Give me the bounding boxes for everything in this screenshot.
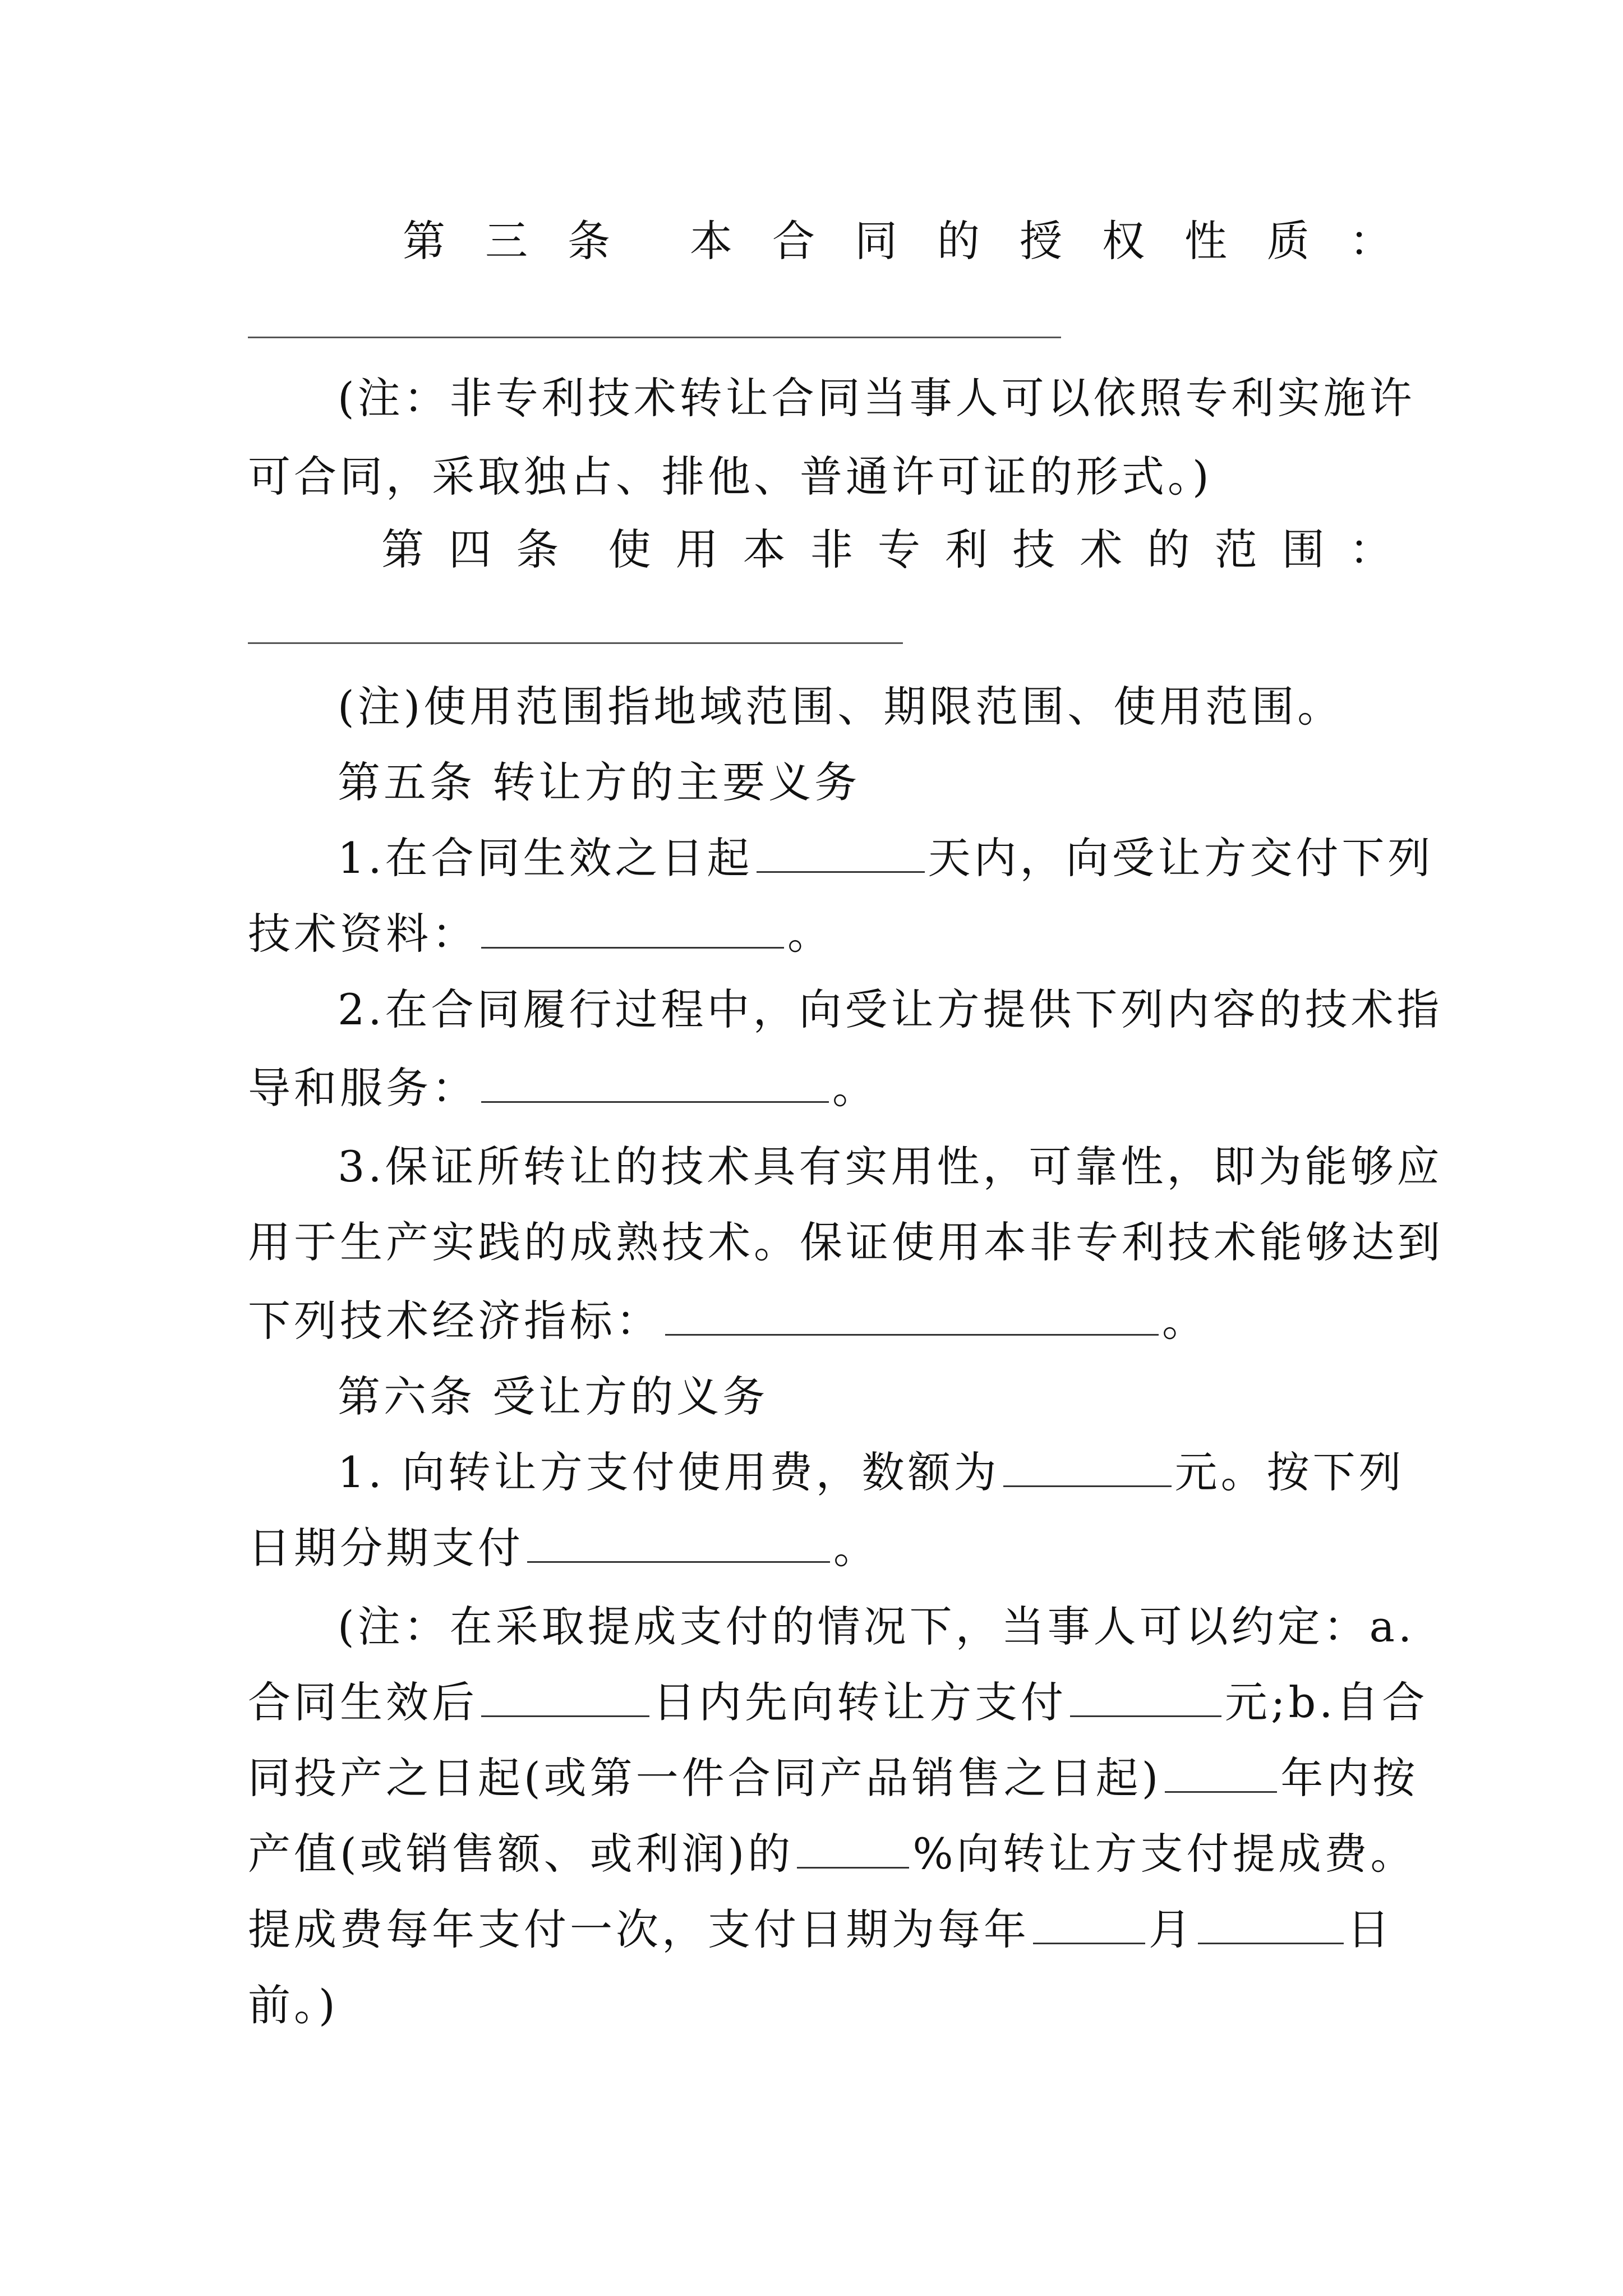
text: 提成费每年支付一次，支付日期为每年 [248, 1904, 1030, 1954]
article-4-char: 第 [381, 524, 424, 574]
text: 日内先向转让方支付 [653, 1677, 1067, 1727]
article-5-title: 第五条 转让方的主要义务 [338, 757, 861, 807]
article-3-char: 的 [937, 216, 980, 266]
fill-blank [1003, 1446, 1172, 1487]
article-3-char: 三 [485, 216, 528, 266]
note-6-line-1: (注：在采取提成支付的情况下，当事人可以约定：a. [338, 1602, 1415, 1651]
fill-blank [527, 1522, 830, 1563]
article-6-item-1-line-2 [248, 1520, 1392, 1576]
article-4-char: 使 [608, 524, 651, 574]
article-4-char: 技 [1012, 524, 1055, 574]
fill-blank [797, 1828, 909, 1869]
text: 月 [1149, 1904, 1195, 1954]
article-3-char: 性 [1184, 216, 1227, 266]
text: 下列技术经济指标： [248, 1296, 662, 1346]
article-5-item-2-line-2 [248, 1060, 1392, 1116]
text: 导和服务： [248, 1063, 478, 1113]
article-3-char: 第 [403, 216, 445, 266]
text: 元;b.自合 [1225, 1677, 1428, 1727]
article-3-char: 权 [1102, 216, 1145, 266]
article-5-item-3-line-3 [248, 1293, 1392, 1349]
article-4-char: 本 [743, 524, 786, 574]
text: 。 [833, 1523, 879, 1573]
article-3-char: 本 [690, 216, 732, 266]
article-6-title: 第六条 受让方的义务 [338, 1372, 769, 1421]
article-3-char: 同 [855, 216, 897, 266]
fill-blank [1165, 1752, 1277, 1793]
article-4-char: 的 [1147, 524, 1190, 574]
note-6-line-6: 前。) [248, 1980, 339, 2030]
article-5-item-1-line-1 [338, 830, 1434, 886]
article-5-item-3-line-2: 用于生产实践的成熟技术。保证使用本非专利技术能够达到 [248, 1217, 1444, 1267]
text: 合同生效后 [248, 1677, 478, 1727]
article-3-char: 授 [1020, 216, 1062, 266]
note-3-line-1: (注：非专利技术转让合同当事人可以依照专利实施许 [338, 373, 1415, 423]
text: 产值(或销售额、或利润)的 [248, 1829, 794, 1879]
article-4-heading [381, 522, 1392, 578]
article-6-item-1-line-1 [338, 1444, 1405, 1501]
article-5-item-2-line-1: 2.在合同履行过程中，向受让方提供下列内容的技术指 [338, 984, 1443, 1034]
article-4-char: 四 [449, 524, 492, 574]
text: 同投产之日起(或第一件合同产品销售之日起) [248, 1753, 1162, 1803]
text: 元。按下列 [1174, 1447, 1405, 1497]
article-5-item-3-line-1: 3.保证所转让的技术具有实用性，可靠性，即为能够应 [338, 1142, 1443, 1191]
article-4-blank-line [248, 642, 903, 644]
article-3-char: 合 [772, 216, 815, 266]
text: 天内，向受让方交付下列 [928, 833, 1434, 883]
note-6-line-3 [248, 1750, 1419, 1806]
fill-blank [481, 1062, 829, 1103]
note-6-line-5 [248, 1902, 1392, 1958]
text: 。 [787, 909, 833, 959]
text: 1. 向转让方支付使用费，数额为 [338, 1447, 1000, 1497]
article-4-char: 专 [878, 524, 920, 574]
text: 日 [1347, 1904, 1393, 1954]
fill-blank [481, 908, 784, 949]
text: 。 [832, 1063, 878, 1113]
text: 年内按 [1280, 1753, 1419, 1803]
fill-blank [1198, 1903, 1344, 1944]
fill-blank [665, 1295, 1159, 1336]
article-3-char: 质 [1267, 216, 1310, 266]
article-3-char: 条 [568, 216, 610, 266]
note-6-line-2 [248, 1674, 1428, 1731]
text: 技术资料： [248, 909, 478, 959]
fill-blank [1033, 1903, 1145, 1944]
article-4-char: ： [1349, 524, 1392, 574]
article-4-char: 非 [810, 524, 853, 574]
article-4-char: 用 [675, 524, 718, 574]
article-4-char: 围 [1281, 524, 1325, 574]
article-3-char: ： [1349, 216, 1392, 266]
text: 日期分期支付 [248, 1523, 524, 1573]
article-4-char: 范 [1214, 524, 1257, 574]
fill-blank [757, 832, 925, 873]
note-4: (注)使用范围指地域范围、期限范围、使用范围。 [338, 682, 1344, 731]
article-3-blank-line [248, 337, 1061, 338]
article-5-item-1-line-2 [248, 906, 1392, 962]
article-4-char: 利 [945, 524, 988, 574]
article-4-char: 术 [1080, 524, 1123, 574]
text: 1.在合同生效之日起 [338, 833, 753, 883]
note-3-line-2: 可合同，采取独占、排他、普通许可证的形式。) [248, 452, 1212, 501]
fill-blank [481, 1676, 649, 1717]
article-3-heading [403, 213, 1392, 269]
article-4-char: 条 [516, 524, 559, 574]
fill-blank [1070, 1676, 1221, 1717]
text: %向转让方支付提成费。 [912, 1829, 1417, 1879]
text: 。 [1162, 1296, 1208, 1346]
note-6-line-4 [248, 1826, 1417, 1882]
